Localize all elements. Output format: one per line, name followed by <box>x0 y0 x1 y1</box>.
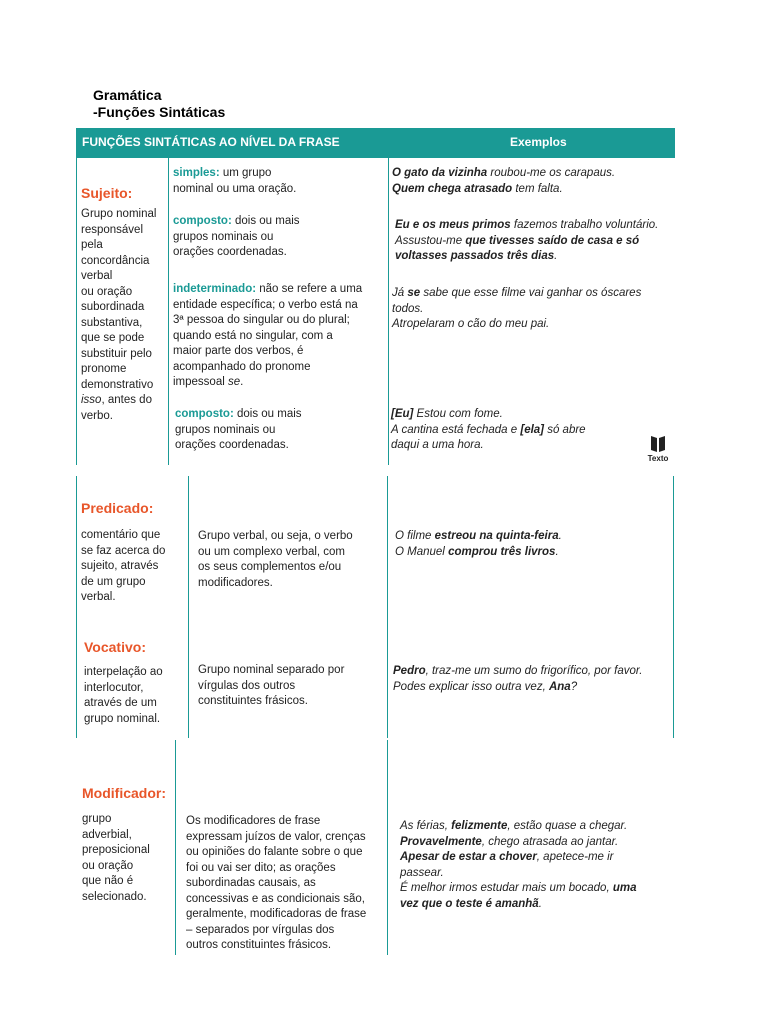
table-border <box>76 476 77 738</box>
sujeito-indeterminado-desc: indeterminado: não se refere a uma entidade específica; o verbo está na 3ª pessoa do singular ou do plural; quando está no singular, com a maior parte dos verbos, é acompanhado do pronome impessoal se. <box>173 283 363 388</box>
column-divider <box>175 740 176 955</box>
vocativo-description: Grupo nominal separado por vírgulas dos outros constituintes frásicos. <box>198 664 345 707</box>
vocativo-label: Vocativo: <box>84 639 146 655</box>
modificador-definition: grupo adverbial, preposicional ou oração que não é selecionado. <box>82 813 150 903</box>
sujeito-definition <box>81 207 167 424</box>
definition-line: pronome <box>81 363 127 375</box>
definition-line: isso, antes do <box>81 394 152 406</box>
definition-line: concordância <box>81 254 150 267</box>
definition-line: substituir pelo <box>81 347 152 360</box>
sujeito-indeterminado-examples: Já se sabe que esse filme vai ganhar os óscares todos. Atropelaram o cão do meu pai. <box>392 287 642 330</box>
vocativo-examples: Pedro, traz-me um sumo do frigorífico, por favor. Podes explicar isso outra vez, Ana? <box>393 665 643 693</box>
predicado-definition: comentário que se faz acerca do sujeito, através de um grupo verbal. <box>81 529 166 603</box>
book-icon <box>650 435 666 453</box>
header-examples: Exemplos <box>510 135 567 149</box>
header-functions: FUNÇÕES SINTÁTICAS AO NÍVEL DA FRASE <box>82 135 340 149</box>
title-line-1: Gramática <box>93 87 162 103</box>
sujeito-label: Sujeito: <box>81 185 133 201</box>
texto-logo <box>642 435 674 463</box>
definition-line: que se pode <box>81 332 145 344</box>
vocativo-definition: interpelação ao interlocutor, através de um grupo nominal. <box>84 666 163 725</box>
definition-line: Grupo nominal <box>81 208 157 220</box>
predicado-label: Predicado: <box>81 500 154 516</box>
definition-line: substantiva, <box>81 316 143 329</box>
column-divider <box>388 158 389 465</box>
column-divider <box>387 476 388 738</box>
sujeito-composto-examples: Eu e os meus primos fazemos trabalho voluntário. Assustou-me que tivesses saído de casa e só voltasses passados três dias. <box>395 219 659 262</box>
modificador-description: Os modificadores de frase expressam juízos de valor, crenças ou opiniões do falante sobre o que foi ou vai ser dito; as orações subordinadas causais, as concessivas e as condicionais são, geralmente, modificadoras de frase – separados por vírgulas dos outros constituintes frásicos. <box>186 815 367 951</box>
table-border <box>673 476 674 738</box>
predicado-description: Grupo verbal, ou seja, o verbo ou um complexo verbal, com os seus complementos e/ou modificadores. <box>198 530 353 589</box>
column-divider <box>188 476 189 738</box>
document-title <box>93 87 225 121</box>
column-divider <box>387 740 388 955</box>
predicado-examples: O filme estreou na quinta-feira. O Manuel comprou três livros. <box>395 530 562 558</box>
definition-line: verbo. <box>81 409 113 422</box>
table-header <box>76 128 675 158</box>
definition-line: verbal <box>81 270 113 282</box>
definition-line: ou oração <box>81 285 133 298</box>
modificador-label: Modificador: <box>82 785 166 801</box>
sujeito-composto2-desc: composto: dois ou mais grupos nominais ou orações coordenadas. <box>175 408 302 451</box>
table-border <box>76 158 77 465</box>
definition-line: demonstrativo <box>81 378 154 391</box>
definition-line: subordinada <box>81 301 145 313</box>
logo-text: Texto <box>647 454 669 463</box>
modificador-examples: As férias, felizmente, estão quase a chegar. Provavelmente, chego atrasada ao jantar. Apesar de estar a chover, apetece-me ir passear. É melhor irmos estudar mais um bocado, uma vez que o teste é amanhã. <box>400 820 637 910</box>
sujeito-simples-desc: simples: um grupo nominal ou uma oração. <box>173 167 297 195</box>
sujeito-composto-desc: composto: dois ou mais grupos nominais ou orações coordenadas. <box>173 215 300 258</box>
sujeito-simples-examples: O gato da vizinha roubou-me os carapaus. Quem chega atrasado tem falta. <box>392 167 616 195</box>
definition-line: responsável <box>81 223 144 236</box>
definition-line: pela <box>81 239 103 251</box>
sujeito-nulo-examples: [Eu] Estou com fome. A cantina está fechada e [ela] só abre daqui a uma hora. <box>391 408 586 451</box>
title-line-2: -Funções Sintáticas <box>93 104 226 120</box>
column-divider <box>168 158 169 465</box>
